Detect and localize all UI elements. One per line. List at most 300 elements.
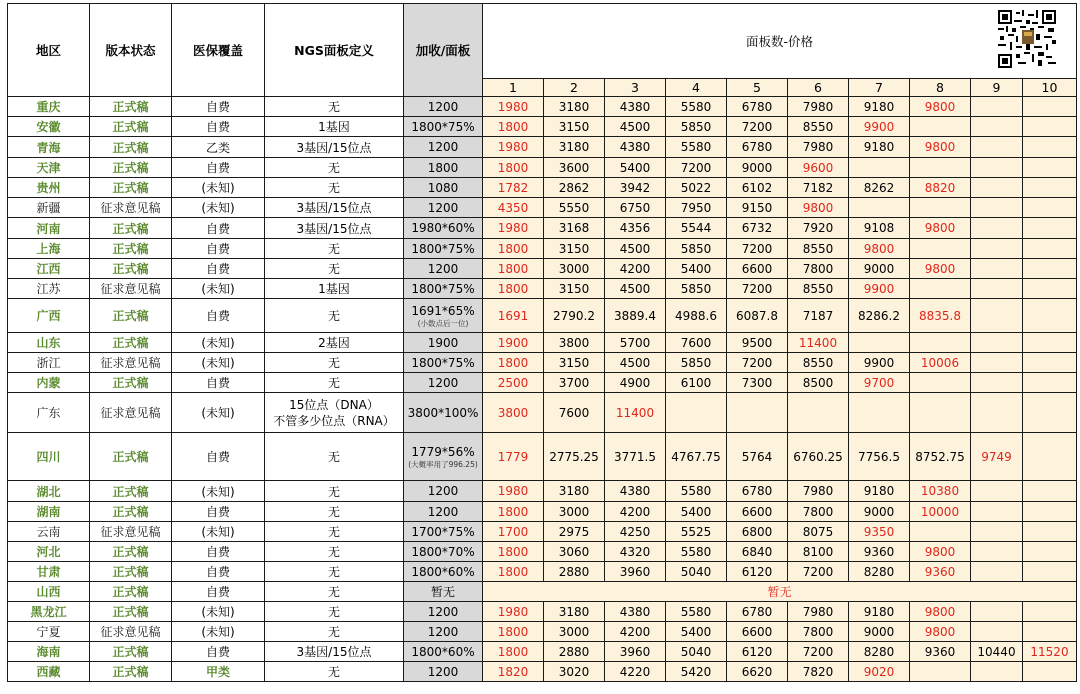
price-cell-9[interactable] (971, 662, 1023, 682)
revenue-cell[interactable]: 1200 (404, 602, 483, 622)
price-cell-3[interactable]: 4380 (605, 97, 666, 117)
price-cell-5[interactable]: 7200 (727, 279, 788, 299)
region-cell[interactable]: 天津 (8, 158, 90, 178)
ngs-definition-cell[interactable] (265, 393, 404, 433)
status-cell[interactable]: 正式稿 (90, 642, 172, 662)
price-cell-7[interactable]: 8280 (849, 562, 910, 582)
price-cell-3[interactable]: 5400 (605, 158, 666, 178)
ngs-definition-cell[interactable]: 无 (265, 662, 404, 682)
insurance-cell[interactable]: 自费 (172, 97, 265, 117)
ngs-definition-cell[interactable]: 1基因 (265, 279, 404, 299)
price-cell-10[interactable] (1023, 333, 1077, 353)
status-cell[interactable]: 正式稿 (90, 178, 172, 198)
price-cell-6[interactable]: 6760.25 (788, 433, 849, 481)
price-cell-6[interactable]: 7980 (788, 481, 849, 502)
price-cell-9[interactable] (971, 117, 1023, 137)
price-cell-5[interactable]: 6102 (727, 178, 788, 198)
price-cell-9[interactable] (971, 502, 1023, 522)
ngs-definition-cell[interactable]: 无 (265, 481, 404, 502)
price-cell-2[interactable]: 3150 (544, 117, 605, 137)
price-cell-10[interactable] (1023, 259, 1077, 279)
ngs-definition-cell[interactable]: 无 (265, 582, 404, 602)
status-cell[interactable]: 正式稿 (90, 239, 172, 259)
price-cell-9[interactable] (971, 299, 1023, 333)
price-cell-2[interactable]: 3150 (544, 353, 605, 373)
price-cell-10[interactable] (1023, 299, 1077, 333)
price-cell-10[interactable] (1023, 373, 1077, 393)
price-cell-6[interactable]: 7182 (788, 178, 849, 198)
insurance-cell[interactable]: (未知) (172, 522, 265, 542)
price-cell-8[interactable]: 9360 (910, 562, 971, 582)
insurance-cell[interactable]: (未知) (172, 602, 265, 622)
price-cell-4[interactable]: 7600 (666, 333, 727, 353)
ngs-definition-cell[interactable]: 1基因 (265, 117, 404, 137)
price-cell-7[interactable]: 8286.2 (849, 299, 910, 333)
price-cell-3[interactable]: 3960 (605, 642, 666, 662)
price-cell-4[interactable]: 5580 (666, 97, 727, 117)
ngs-definition-cell[interactable]: 无 (265, 522, 404, 542)
price-cell-4[interactable]: 5580 (666, 602, 727, 622)
price-cell-10[interactable] (1023, 662, 1077, 682)
price-cell-4[interactable]: 5580 (666, 481, 727, 502)
price-cell-1[interactable]: 1980 (483, 602, 544, 622)
price-cell-5[interactable] (727, 393, 788, 433)
price-cell-2[interactable]: 3000 (544, 502, 605, 522)
price-cell-8[interactable] (910, 158, 971, 178)
ngs-definition-cell[interactable]: 无 (265, 502, 404, 522)
revenue-cell[interactable] (404, 299, 483, 333)
price-cell-2[interactable]: 2862 (544, 178, 605, 198)
price-cell-1[interactable]: 1800 (483, 279, 544, 299)
price-cell-2[interactable]: 3020 (544, 662, 605, 682)
status-cell[interactable]: 正式稿 (90, 481, 172, 502)
price-cell-9[interactable]: 9749 (971, 433, 1023, 481)
price-cell-4[interactable]: 7200 (666, 158, 727, 178)
insurance-cell[interactable]: 自费 (172, 117, 265, 137)
price-cell-9[interactable] (971, 393, 1023, 433)
price-cell-2[interactable]: 2975 (544, 522, 605, 542)
revenue-cell[interactable]: 暂无 (404, 582, 483, 602)
price-cell-1[interactable]: 1800 (483, 542, 544, 562)
region-cell[interactable]: 浙江 (8, 353, 90, 373)
price-cell-4[interactable]: 5400 (666, 502, 727, 522)
region-cell[interactable]: 云南 (8, 522, 90, 542)
price-cell-4[interactable]: 5580 (666, 542, 727, 562)
price-cell-7[interactable]: 7756.5 (849, 433, 910, 481)
price-cell-9[interactable] (971, 522, 1023, 542)
price-cell-3[interactable]: 4900 (605, 373, 666, 393)
price-cell-7[interactable]: 9900 (849, 353, 910, 373)
price-cell-7[interactable]: 9000 (849, 259, 910, 279)
price-cell-1[interactable]: 1800 (483, 562, 544, 582)
price-cell-9[interactable] (971, 353, 1023, 373)
price-cell-3[interactable]: 4200 (605, 259, 666, 279)
status-cell[interactable]: 正式稿 (90, 259, 172, 279)
price-cell-4[interactable]: 5022 (666, 178, 727, 198)
price-cell-1[interactable]: 1800 (483, 642, 544, 662)
price-cell-8[interactable]: 9800 (910, 259, 971, 279)
price-cell-9[interactable] (971, 198, 1023, 218)
price-cell-8[interactable]: 10000 (910, 502, 971, 522)
price-cell-5[interactable]: 5764 (727, 433, 788, 481)
price-cell-3[interactable]: 4380 (605, 137, 666, 158)
price-cell-3[interactable]: 4250 (605, 522, 666, 542)
insurance-cell[interactable]: 自费 (172, 299, 265, 333)
price-cell-7[interactable] (849, 333, 910, 353)
status-cell[interactable]: 正式稿 (90, 97, 172, 117)
price-cell-4[interactable]: 5420 (666, 662, 727, 682)
status-cell[interactable]: 正式稿 (90, 137, 172, 158)
price-cell-4[interactable] (666, 393, 727, 433)
price-cell-2[interactable]: 2790.2 (544, 299, 605, 333)
insurance-cell[interactable]: 自费 (172, 562, 265, 582)
price-cell-5[interactable]: 6840 (727, 542, 788, 562)
price-cell-3[interactable]: 4320 (605, 542, 666, 562)
insurance-cell[interactable]: (未知) (172, 198, 265, 218)
price-cell-6[interactable]: 7800 (788, 259, 849, 279)
price-cell-8[interactable] (910, 333, 971, 353)
insurance-cell[interactable]: (未知) (172, 353, 265, 373)
price-cell-3[interactable]: 3960 (605, 562, 666, 582)
price-cell-2[interactable]: 3600 (544, 158, 605, 178)
price-cell-3[interactable]: 4380 (605, 602, 666, 622)
price-cell-8[interactable]: 10380 (910, 481, 971, 502)
insurance-cell[interactable]: 自费 (172, 582, 265, 602)
revenue-cell[interactable]: 1800*60% (404, 642, 483, 662)
price-cell-5[interactable]: 6120 (727, 642, 788, 662)
price-cell-3[interactable]: 3771.5 (605, 433, 666, 481)
price-cell-4[interactable]: 5850 (666, 117, 727, 137)
price-cell-10[interactable] (1023, 622, 1077, 642)
price-cell-10[interactable] (1023, 393, 1077, 433)
price-cell-1[interactable]: 1800 (483, 158, 544, 178)
revenue-cell[interactable]: 1200 (404, 502, 483, 522)
price-cell-7[interactable]: 9180 (849, 137, 910, 158)
insurance-cell[interactable]: (未知) (172, 333, 265, 353)
price-cell-2[interactable]: 3000 (544, 259, 605, 279)
price-cell-10[interactable] (1023, 137, 1077, 158)
status-cell[interactable]: 正式稿 (90, 502, 172, 522)
price-cell-10[interactable] (1023, 117, 1077, 137)
price-cell-3[interactable]: 4380 (605, 481, 666, 502)
price-cell-7[interactable]: 8262 (849, 178, 910, 198)
price-cell-8[interactable]: 9800 (910, 602, 971, 622)
revenue-cell[interactable]: 1200 (404, 662, 483, 682)
price-cell-7[interactable] (849, 158, 910, 178)
price-cell-6[interactable]: 7200 (788, 562, 849, 582)
price-cell-3[interactable]: 4200 (605, 622, 666, 642)
price-cell-2[interactable]: 3000 (544, 622, 605, 642)
price-cell-7[interactable] (849, 198, 910, 218)
region-cell[interactable]: 湖南 (8, 502, 90, 522)
status-cell[interactable]: 征求意见稿 (90, 279, 172, 299)
price-cell-1[interactable]: 1800 (483, 502, 544, 522)
price-cell-5[interactable]: 9000 (727, 158, 788, 178)
price-cell-7[interactable]: 9000 (849, 622, 910, 642)
price-cell-5[interactable]: 7200 (727, 353, 788, 373)
price-cell-3[interactable]: 4500 (605, 353, 666, 373)
region-cell[interactable]: 山西 (8, 582, 90, 602)
revenue-cell[interactable]: 1200 (404, 259, 483, 279)
price-cell-5[interactable]: 6120 (727, 562, 788, 582)
ngs-definition-cell[interactable]: 无 (265, 353, 404, 373)
price-cell-8[interactable]: 9800 (910, 97, 971, 117)
price-cell-5[interactable]: 6600 (727, 622, 788, 642)
revenue-cell[interactable]: 1800*75% (404, 279, 483, 299)
price-cell-4[interactable]: 5850 (666, 353, 727, 373)
price-cell-3[interactable]: 4220 (605, 662, 666, 682)
price-cell-1[interactable]: 2500 (483, 373, 544, 393)
status-cell[interactable]: 征求意见稿 (90, 353, 172, 373)
price-cell-2[interactable]: 7600 (544, 393, 605, 433)
region-cell[interactable]: 青海 (8, 137, 90, 158)
insurance-cell[interactable]: (未知) (172, 622, 265, 642)
price-cell-4[interactable]: 4767.75 (666, 433, 727, 481)
status-cell[interactable]: 正式稿 (90, 662, 172, 682)
price-cell-9[interactable] (971, 542, 1023, 562)
price-cell-6[interactable]: 8550 (788, 239, 849, 259)
price-cell-2[interactable]: 3180 (544, 602, 605, 622)
price-cell-1[interactable]: 1800 (483, 117, 544, 137)
price-cell-5[interactable]: 6732 (727, 218, 788, 239)
price-cell-2[interactable]: 3150 (544, 279, 605, 299)
price-cell-7[interactable]: 9800 (849, 239, 910, 259)
ngs-definition-cell[interactable]: 无 (265, 178, 404, 198)
ngs-definition-cell[interactable]: 无 (265, 562, 404, 582)
region-cell[interactable]: 贵州 (8, 178, 90, 198)
price-cell-4[interactable]: 5850 (666, 279, 727, 299)
price-cell-9[interactable] (971, 373, 1023, 393)
price-cell-3[interactable]: 4200 (605, 502, 666, 522)
price-cell-4[interactable]: 7950 (666, 198, 727, 218)
status-cell[interactable]: 正式稿 (90, 373, 172, 393)
price-cell-3[interactable]: 4500 (605, 279, 666, 299)
price-cell-9[interactable] (971, 97, 1023, 117)
status-cell[interactable]: 征求意见稿 (90, 198, 172, 218)
price-cell-8[interactable]: 9800 (910, 542, 971, 562)
insurance-cell[interactable]: 自费 (172, 542, 265, 562)
price-cell-4[interactable]: 5544 (666, 218, 727, 239)
price-cell-7[interactable]: 9020 (849, 662, 910, 682)
revenue-cell[interactable]: 1800*70% (404, 542, 483, 562)
price-cell-6[interactable]: 9800 (788, 198, 849, 218)
revenue-cell[interactable]: 1200 (404, 622, 483, 642)
price-cell-8[interactable] (910, 279, 971, 299)
price-cell-10[interactable] (1023, 279, 1077, 299)
price-cell-7[interactable]: 8280 (849, 642, 910, 662)
region-cell[interactable]: 海南 (8, 642, 90, 662)
price-cell-3[interactable]: 5700 (605, 333, 666, 353)
region-cell[interactable]: 湖北 (8, 481, 90, 502)
price-cell-10[interactable] (1023, 97, 1077, 117)
price-cell-2[interactable]: 3180 (544, 481, 605, 502)
region-cell[interactable]: 重庆 (8, 97, 90, 117)
price-cell-5[interactable]: 9150 (727, 198, 788, 218)
insurance-cell[interactable]: 自费 (172, 259, 265, 279)
price-unavailable-cell[interactable]: 暂无 (483, 582, 1077, 602)
price-cell-5[interactable]: 9500 (727, 333, 788, 353)
price-cell-7[interactable]: 9900 (849, 117, 910, 137)
revenue-cell[interactable]: 1800*60% (404, 562, 483, 582)
price-cell-5[interactable]: 6600 (727, 259, 788, 279)
status-cell[interactable]: 征求意见稿 (90, 522, 172, 542)
price-cell-3[interactable]: 6750 (605, 198, 666, 218)
region-cell[interactable]: 四川 (8, 433, 90, 481)
insurance-cell[interactable]: 自费 (172, 239, 265, 259)
price-cell-9[interactable] (971, 279, 1023, 299)
price-cell-2[interactable]: 2880 (544, 562, 605, 582)
price-cell-5[interactable]: 6780 (727, 97, 788, 117)
region-cell[interactable]: 河北 (8, 542, 90, 562)
price-cell-2[interactable]: 2775.25 (544, 433, 605, 481)
price-cell-8[interactable]: 9800 (910, 137, 971, 158)
price-cell-10[interactable] (1023, 602, 1077, 622)
revenue-cell[interactable]: 1800*75% (404, 239, 483, 259)
revenue-cell[interactable]: 1200 (404, 198, 483, 218)
ngs-definition-cell[interactable]: 无 (265, 373, 404, 393)
status-cell[interactable]: 正式稿 (90, 433, 172, 481)
ngs-definition-cell[interactable]: 无 (265, 542, 404, 562)
price-cell-5[interactable]: 6600 (727, 502, 788, 522)
price-cell-6[interactable]: 11400 (788, 333, 849, 353)
insurance-cell[interactable]: 自费 (172, 502, 265, 522)
price-cell-7[interactable]: 9180 (849, 97, 910, 117)
ngs-definition-cell[interactable]: 3基因/15位点 (265, 137, 404, 158)
region-cell[interactable]: 上海 (8, 239, 90, 259)
status-cell[interactable]: 征求意见稿 (90, 622, 172, 642)
price-cell-7[interactable]: 9700 (849, 373, 910, 393)
region-cell[interactable]: 江苏 (8, 279, 90, 299)
revenue-cell[interactable]: 1800 (404, 158, 483, 178)
price-cell-2[interactable]: 3800 (544, 333, 605, 353)
price-cell-4[interactable]: 5400 (666, 622, 727, 642)
price-cell-3[interactable]: 4500 (605, 239, 666, 259)
price-cell-8[interactable] (910, 239, 971, 259)
price-cell-8[interactable]: 8820 (910, 178, 971, 198)
region-cell[interactable]: 河南 (8, 218, 90, 239)
price-cell-6[interactable]: 7800 (788, 502, 849, 522)
price-cell-8[interactable]: 10006 (910, 353, 971, 373)
price-cell-8[interactable]: 9800 (910, 622, 971, 642)
price-cell-6[interactable]: 9600 (788, 158, 849, 178)
price-cell-6[interactable]: 8075 (788, 522, 849, 542)
price-cell-4[interactable]: 5400 (666, 259, 727, 279)
price-cell-6[interactable]: 7920 (788, 218, 849, 239)
price-cell-9[interactable] (971, 218, 1023, 239)
price-cell-1[interactable]: 1800 (483, 622, 544, 642)
price-cell-2[interactable]: 5550 (544, 198, 605, 218)
price-cell-6[interactable]: 7980 (788, 137, 849, 158)
price-cell-6[interactable]: 8550 (788, 353, 849, 373)
ngs-definition-cell[interactable]: 无 (265, 239, 404, 259)
price-cell-10[interactable] (1023, 522, 1077, 542)
price-cell-1[interactable]: 1980 (483, 481, 544, 502)
ngs-definition-cell[interactable]: 无 (265, 433, 404, 481)
status-cell[interactable]: 正式稿 (90, 562, 172, 582)
price-cell-5[interactable]: 6780 (727, 481, 788, 502)
status-cell[interactable]: 正式稿 (90, 117, 172, 137)
region-cell[interactable]: 广东 (8, 393, 90, 433)
region-cell[interactable]: 内蒙 (8, 373, 90, 393)
ngs-definition-cell[interactable]: 无 (265, 259, 404, 279)
ngs-definition-cell[interactable]: 3基因/15位点 (265, 198, 404, 218)
price-cell-5[interactable]: 6087.8 (727, 299, 788, 333)
ngs-definition-cell[interactable]: 无 (265, 602, 404, 622)
price-cell-3[interactable]: 3942 (605, 178, 666, 198)
revenue-cell[interactable]: 1200 (404, 373, 483, 393)
revenue-cell[interactable]: 1200 (404, 481, 483, 502)
price-cell-1[interactable]: 3800 (483, 393, 544, 433)
price-cell-2[interactable]: 2880 (544, 642, 605, 662)
price-cell-6[interactable]: 7980 (788, 602, 849, 622)
insurance-cell[interactable]: (未知) (172, 279, 265, 299)
price-cell-6[interactable] (788, 393, 849, 433)
price-cell-6[interactable]: 7200 (788, 642, 849, 662)
price-cell-9[interactable] (971, 239, 1023, 259)
insurance-cell[interactable]: (未知) (172, 393, 265, 433)
price-cell-8[interactable]: 8835.8 (910, 299, 971, 333)
price-cell-7[interactable]: 9180 (849, 481, 910, 502)
ngs-definition-cell[interactable]: 无 (265, 97, 404, 117)
ngs-definition-cell[interactable]: 3基因/15位点 (265, 218, 404, 239)
ngs-definition-cell[interactable]: 无 (265, 622, 404, 642)
price-cell-2[interactable]: 3060 (544, 542, 605, 562)
insurance-cell[interactable]: 自费 (172, 218, 265, 239)
price-cell-10[interactable] (1023, 218, 1077, 239)
revenue-cell[interactable]: 1800*75% (404, 353, 483, 373)
price-cell-6[interactable]: 8100 (788, 542, 849, 562)
price-cell-9[interactable] (971, 602, 1023, 622)
revenue-cell[interactable]: 1800*75% (404, 117, 483, 137)
price-cell-1[interactable]: 1800 (483, 353, 544, 373)
price-cell-5[interactable]: 6620 (727, 662, 788, 682)
price-cell-9[interactable] (971, 333, 1023, 353)
insurance-cell[interactable]: 乙类 (172, 137, 265, 158)
status-cell[interactable]: 正式稿 (90, 542, 172, 562)
price-cell-3[interactable]: 3889.4 (605, 299, 666, 333)
revenue-cell[interactable]: 1700*75% (404, 522, 483, 542)
price-cell-1[interactable]: 1820 (483, 662, 544, 682)
price-cell-7[interactable] (849, 393, 910, 433)
price-cell-8[interactable] (910, 662, 971, 682)
price-cell-1[interactable]: 1700 (483, 522, 544, 542)
price-cell-1[interactable]: 1691 (483, 299, 544, 333)
price-cell-2[interactable]: 3180 (544, 97, 605, 117)
price-cell-3[interactable]: 4356 (605, 218, 666, 239)
insurance-cell[interactable]: (未知) (172, 178, 265, 198)
price-cell-7[interactable]: 9360 (849, 542, 910, 562)
price-cell-5[interactable]: 7200 (727, 239, 788, 259)
price-cell-4[interactable]: 5580 (666, 137, 727, 158)
region-cell[interactable]: 甘肃 (8, 562, 90, 582)
price-cell-10[interactable] (1023, 502, 1077, 522)
revenue-cell[interactable]: 1080 (404, 178, 483, 198)
price-cell-9[interactable] (971, 562, 1023, 582)
price-cell-1[interactable]: 1980 (483, 218, 544, 239)
price-cell-10[interactable] (1023, 353, 1077, 373)
price-cell-1[interactable]: 1800 (483, 239, 544, 259)
price-cell-5[interactable]: 7300 (727, 373, 788, 393)
price-cell-10[interactable] (1023, 178, 1077, 198)
insurance-cell[interactable]: 自费 (172, 642, 265, 662)
price-cell-3[interactable]: 4500 (605, 117, 666, 137)
price-cell-4[interactable]: 6100 (666, 373, 727, 393)
price-cell-7[interactable]: 9180 (849, 602, 910, 622)
price-cell-10[interactable] (1023, 239, 1077, 259)
price-cell-6[interactable]: 8550 (788, 279, 849, 299)
price-cell-4[interactable]: 4988.6 (666, 299, 727, 333)
insurance-cell[interactable]: 自费 (172, 373, 265, 393)
